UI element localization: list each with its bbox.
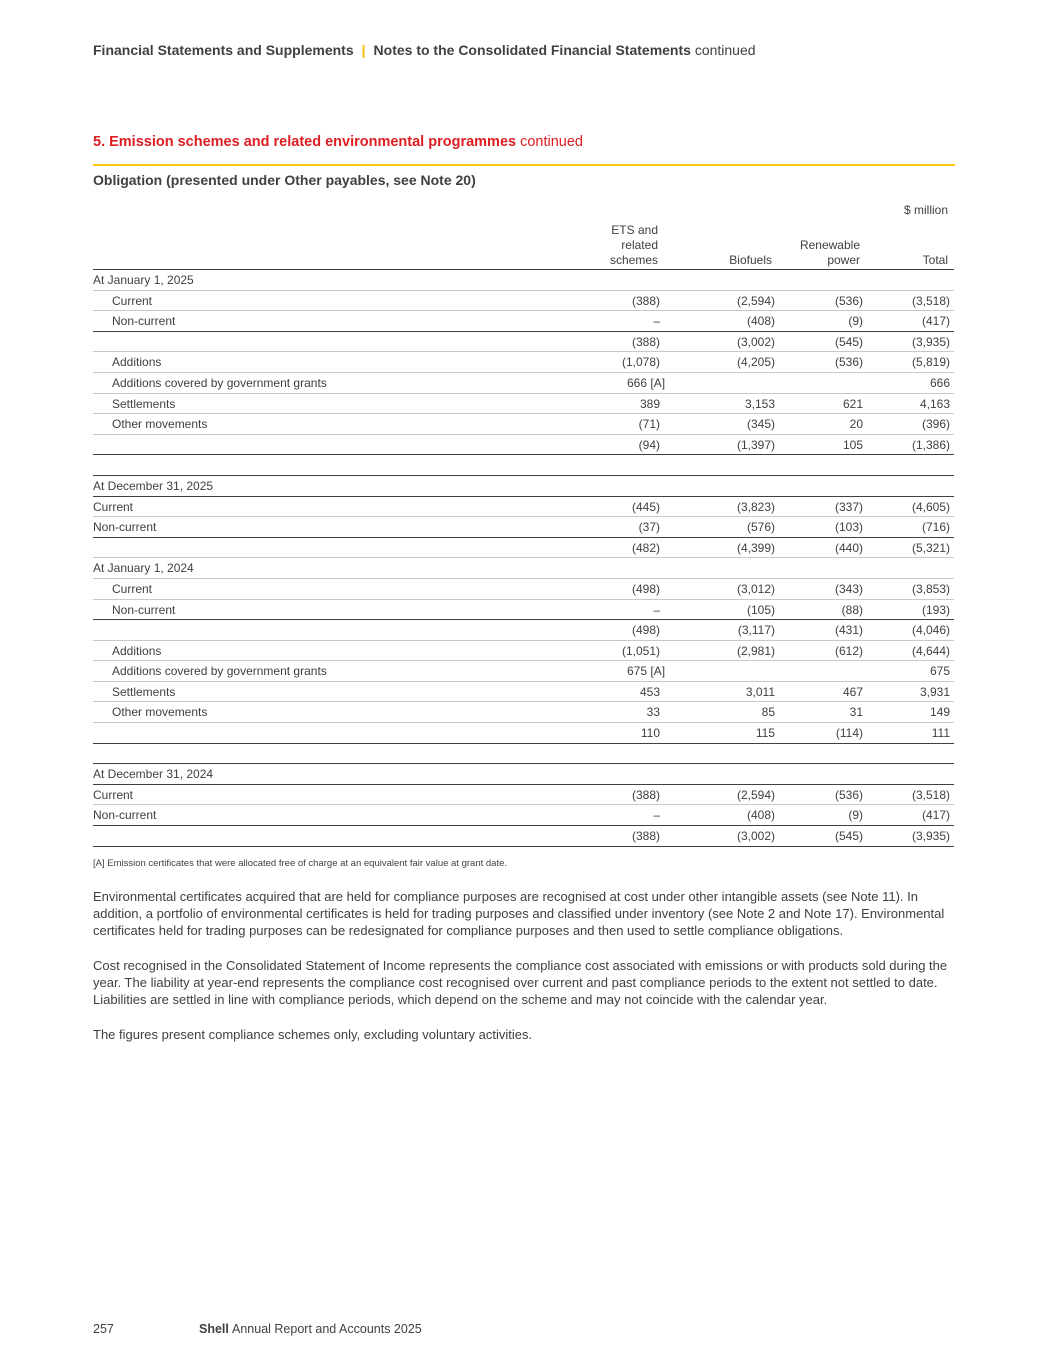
- cell-total: (3,518): [911, 293, 950, 308]
- cell-biofuels: (105): [746, 602, 775, 617]
- cell-renewable: (536): [834, 293, 863, 308]
- table-row: [93, 517, 954, 538]
- cell-ets: (71): [638, 417, 660, 432]
- footer-brand: Shell: [199, 1322, 229, 1336]
- table-row: [93, 270, 954, 291]
- section-continued: continued: [520, 134, 583, 150]
- cell-renewable: (337): [834, 499, 863, 514]
- cell-renewable: (114): [835, 726, 863, 741]
- row-label: Current: [112, 293, 153, 308]
- cell-total: (5,321): [911, 540, 950, 555]
- cell-biofuels: (1,397): [736, 437, 775, 452]
- row-label: Settlements: [112, 396, 176, 411]
- row-label: Other movements: [112, 705, 208, 720]
- cell-renewable: (536): [834, 787, 863, 802]
- section-rule: [93, 164, 955, 166]
- table-row: [93, 558, 954, 579]
- table-subtitle: Obligation (presented under Other payables, see Note 20): [93, 172, 476, 188]
- cell-ets: (482): [631, 540, 660, 555]
- table-row: [93, 332, 954, 353]
- table-row: [93, 785, 954, 806]
- table-row: [93, 311, 954, 332]
- cell-renewable: 31: [849, 705, 863, 720]
- table-row: [93, 579, 954, 600]
- row-label: Settlements: [112, 684, 176, 699]
- col-head-ets-line1: ETS and: [611, 223, 658, 237]
- cell-total: 675: [929, 664, 950, 679]
- table-row: [93, 538, 954, 559]
- cell-renewable: 621: [842, 396, 863, 411]
- cell-total: (3,518): [911, 787, 950, 802]
- col-head-ets-line3: schemes: [609, 253, 658, 267]
- cell-biofuels: (408): [746, 314, 775, 329]
- page-number: 257: [93, 1322, 114, 1336]
- row-label: Other movements: [112, 417, 208, 432]
- table-row: [93, 600, 954, 621]
- table-row: [93, 455, 954, 476]
- table-row: [93, 620, 954, 641]
- col-head-biofuels: Biofuels: [729, 253, 772, 267]
- cell-renewable: (431): [834, 623, 863, 638]
- cell-renewable: (612): [834, 643, 863, 658]
- row-label: Additions: [112, 355, 162, 370]
- cell-renewable: (545): [834, 334, 863, 349]
- cell-total: (396): [921, 417, 950, 432]
- footer-title: Annual Report and Accounts 2025: [232, 1322, 422, 1336]
- cell-total: (3,935): [911, 829, 950, 844]
- cell-ets: (498): [631, 581, 660, 596]
- cell-ets: 389: [639, 396, 660, 411]
- table-row: [93, 291, 954, 312]
- row-label: Current: [112, 581, 153, 596]
- table-row: [93, 723, 954, 744]
- row-label: Current: [93, 499, 134, 514]
- cell-total: 666: [929, 375, 950, 390]
- cell-ets: –: [653, 314, 660, 329]
- cell-biofuels: (345): [746, 417, 775, 432]
- cell-ets: (388): [631, 293, 660, 308]
- cell-biofuels: (3,002): [736, 334, 775, 349]
- section-title-text: 5. Emission schemes and related environmental programmes: [93, 134, 517, 150]
- cell-total: (4,605): [911, 499, 950, 514]
- cell-total: 3,931: [919, 684, 950, 699]
- table-row: [93, 744, 954, 765]
- cell-ets: (94): [638, 437, 660, 452]
- cell-biofuels: 115: [755, 726, 775, 741]
- cell-ets: (37): [638, 520, 660, 535]
- cell-ets: 33: [646, 705, 660, 720]
- cell-biofuels: (4,399): [736, 540, 775, 555]
- cell-total: (5,819): [911, 355, 950, 370]
- footnote: [A] Emission certificates that were allocated free of charge at an equivalent fair value at grant date.: [93, 858, 508, 869]
- cell-total: (4,046): [911, 623, 950, 638]
- cell-ets: –: [653, 602, 660, 617]
- table-row: [93, 414, 954, 435]
- row-label: Non-current: [93, 520, 157, 535]
- row-label: Non-current: [112, 602, 176, 617]
- paragraph-cost: Cost recognised in the Consolidated Statement of Income represents the compliance cost associated with emissions or with products sold during the year. The liability at year-end represents the compliance cost recognised over current and past compliance periods to the extent not settled to date. Liabilities are settled in line with compliance periods, which depend on the scheme and may not coincide with the calendar year.: [93, 958, 948, 1007]
- row-label: At January 1, 2024: [93, 561, 194, 576]
- cell-renewable: (545): [834, 829, 863, 844]
- cell-biofuels: (2,594): [736, 787, 775, 802]
- page-header: [93, 42, 756, 58]
- cell-total: (1,386): [911, 437, 950, 452]
- cell-ets: 110: [640, 726, 660, 741]
- cell-biofuels: 85: [761, 705, 775, 720]
- row-label: At December 31, 2024: [93, 767, 214, 782]
- row-label: Additions covered by government grants: [112, 664, 327, 679]
- cell-biofuels: (2,981): [736, 643, 775, 658]
- cell-renewable: 105: [842, 437, 863, 452]
- table-row: [93, 497, 954, 518]
- cell-renewable: (440): [834, 540, 863, 555]
- cell-ets: (388): [631, 787, 660, 802]
- cell-biofuels: (3,823): [736, 499, 775, 514]
- col-head-renewable-line1: Renewable: [799, 238, 860, 252]
- cell-ets: (388): [631, 829, 660, 844]
- paragraph-scope: The figures present compliance schemes only, excluding voluntary activities.: [93, 1027, 533, 1042]
- page-footer: [93, 1322, 422, 1336]
- cell-biofuels: (3,117): [737, 623, 775, 638]
- row-label: Non-current: [93, 808, 157, 823]
- row-label: Additions covered by government grants: [112, 375, 327, 390]
- cell-total: 149: [929, 705, 950, 720]
- cell-ets: 453: [639, 684, 660, 699]
- cell-biofuels: (3,002): [736, 829, 775, 844]
- cell-renewable: (9): [848, 314, 863, 329]
- cell-biofuels: (4,205): [736, 355, 775, 370]
- cell-ets: –: [653, 808, 660, 823]
- section-title: [93, 134, 583, 150]
- row-label: Current: [93, 787, 134, 802]
- obligation-table: [93, 270, 954, 847]
- cell-renewable: (9): [848, 808, 863, 823]
- col-head-renewable-line2: power: [827, 253, 860, 267]
- table-row: [93, 373, 954, 394]
- cell-renewable: 467: [842, 684, 863, 699]
- table-row: [93, 394, 954, 415]
- cell-total: (417): [921, 314, 950, 329]
- cell-total: (3,935): [911, 334, 950, 349]
- cell-biofuels: (576): [746, 520, 775, 535]
- table-row: [93, 805, 954, 826]
- cell-renewable: (103): [834, 520, 863, 535]
- row-label: Non-current: [112, 314, 176, 329]
- cell-total: (193): [921, 602, 950, 617]
- cell-total: 4,163: [919, 396, 950, 411]
- cell-ets: (498): [631, 623, 660, 638]
- paragraph-certificates: Environmental certificates acquired that are held for compliance purposes are recognised at cost under other intangible assets (see Note 11). In addition, a portfolio of environmental certificates is held for trading purposes and classified under inventory (see Note 2 and Note 17). Environmental certificates held for trading purposes can be redesignated for compliance purposes and then used to settle compliance obligations.: [93, 889, 945, 938]
- cell-biofuels: (408): [746, 808, 775, 823]
- cell-ets: (1,078): [621, 355, 660, 370]
- cell-ets: (445): [631, 499, 660, 514]
- cell-biofuels: (3,012): [736, 581, 775, 596]
- cell-biofuels: 3,011: [745, 684, 775, 699]
- col-head-ets: [570, 223, 658, 268]
- table-row: [93, 641, 954, 662]
- table-row: [93, 702, 954, 723]
- cell-renewable: (88): [841, 602, 863, 617]
- cell-total: (3,853): [911, 581, 950, 596]
- cell-biofuels: (2,594): [736, 293, 775, 308]
- header-section: Financial Statements and Supplements: [93, 42, 354, 58]
- header-note-title: Notes to the Consolidated Financial Statements: [373, 42, 691, 58]
- table-row: [93, 764, 954, 785]
- unit-label: $ million: [903, 203, 948, 217]
- cell-ets: (388): [631, 334, 660, 349]
- col-head-ets-line2: related: [621, 238, 658, 252]
- cell-total: (417): [921, 808, 950, 823]
- table-row: [93, 352, 954, 373]
- cell-total: (716): [921, 520, 950, 535]
- row-label: Additions: [112, 643, 162, 658]
- cell-biofuels: 3,153: [744, 396, 775, 411]
- cell-total: 111: [931, 726, 950, 741]
- cell-renewable: (536): [834, 355, 863, 370]
- table-row: [93, 476, 954, 497]
- table-row: [93, 682, 954, 703]
- col-head-renewable: [772, 238, 860, 268]
- table-row: [93, 826, 954, 847]
- cell-renewable: (343): [834, 581, 863, 596]
- header-continued: continued: [694, 42, 756, 58]
- cell-ets: (1,051): [621, 643, 660, 658]
- col-head-total: Total: [922, 253, 948, 267]
- cell-total: (4,644): [911, 643, 950, 658]
- table-row: [93, 435, 954, 456]
- cell-ets: 666 [A]: [627, 375, 666, 390]
- row-label: At December 31, 2025: [93, 478, 214, 493]
- header-separator: |: [361, 42, 366, 58]
- cell-renewable: 20: [849, 417, 863, 432]
- cell-ets: 675 [A]: [627, 664, 666, 679]
- table-row: [93, 661, 954, 682]
- row-label: At January 1, 2025: [93, 273, 194, 287]
